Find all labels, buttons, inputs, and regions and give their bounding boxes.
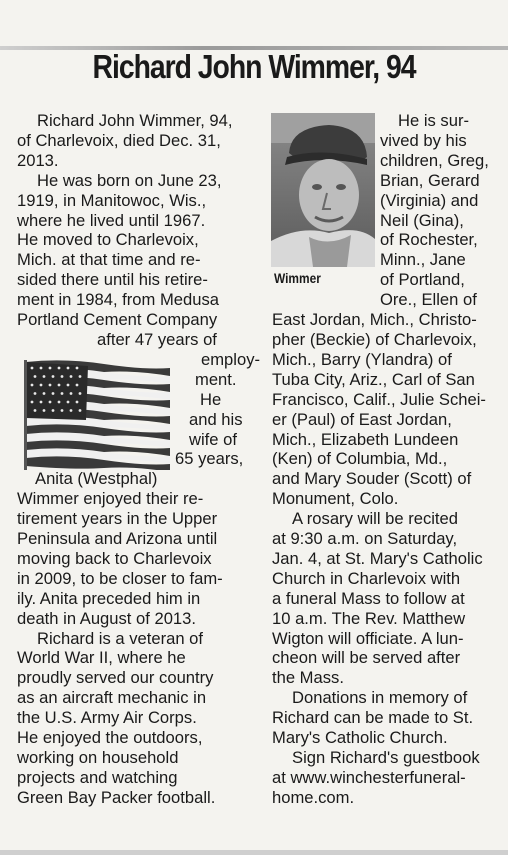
text-line: Church in Charlevoix with [272, 568, 461, 588]
text-line: Donations in memory of [292, 688, 468, 708]
text-line: Sign Richard's guestbook [292, 748, 480, 767]
text-line: ment. [195, 369, 237, 389]
text-line: Anita (Westphal) [35, 469, 158, 489]
text-line: proudly served our country [17, 668, 214, 688]
text-line: Francisco, Calif., Julie Schei- [272, 389, 486, 409]
text-line: He moved to Charlevoix, [17, 230, 199, 250]
text-line: tirement years in the Upper [17, 509, 218, 529]
text-line: 2013. [17, 150, 59, 170]
text-line: moving back to Charlevoix [17, 548, 212, 568]
text-line: He was born on June 23, [37, 170, 222, 190]
text-line: as an aircraft mechanic in [17, 688, 207, 708]
text-line: Mich., Elizabeth Lundeen [272, 429, 459, 449]
obituary-headline: Richard John Wimmer, 94 [92, 48, 416, 85]
text-line: a funeral Mass to follow at [272, 588, 465, 608]
text-line: 65 years, [175, 449, 244, 469]
bottom-rule [0, 850, 508, 855]
text-line: employ- [201, 349, 261, 369]
text-line: East Jordan, Mich., Christo- [272, 310, 477, 330]
text-line: Monument, Colo. [272, 489, 399, 509]
text-line: after 47 years of [97, 329, 217, 349]
text-line: Mich. at that time and re- [17, 250, 201, 270]
text-line: Neil (Gina), [380, 210, 464, 230]
text-line: Brian, Gerard [380, 170, 480, 190]
text-line: Mich., Barry (Ylandra) of [272, 349, 452, 369]
text-line: the U.S. Army Air Corps. [17, 708, 197, 728]
text-line: Ore., Ellen of [380, 290, 477, 310]
text-line: He is sur- [398, 111, 469, 130]
text-line: at 9:30 a.m. on Saturday, [272, 529, 458, 549]
text-line: Tuba City, Ariz., Carl of San [272, 369, 475, 389]
text-line: children, Greg, [380, 150, 489, 170]
text-line: World War II, where he [17, 648, 186, 668]
text-line: in 2009, to be closer to fam- [17, 568, 223, 588]
text-line: of Charlevoix, died Dec. 31, [17, 130, 221, 150]
text-line: Green Bay Packer football. [17, 787, 216, 807]
text-line: ment in 1984, from Medusa [17, 290, 219, 310]
text-line: ily. Anita preceded him in [17, 588, 201, 608]
text-line: Peninsula and Arizona until [17, 529, 218, 549]
text-line: wife of [189, 429, 237, 449]
text-line: Mary's Catholic Church. [272, 728, 448, 748]
text-line: 1919, in Manitowoc, Wis., [17, 190, 207, 210]
text-line: cheon will be served after [272, 648, 461, 668]
text-line: Jan. 4, at St. Mary's Catholic [272, 548, 483, 568]
text-line: (Virginia) and [380, 190, 479, 210]
portrait-photo [271, 113, 375, 267]
text-line: 10 a.m. The Rev. Matthew [272, 608, 466, 628]
text-line: vived by his [380, 130, 467, 150]
text-line: home.com. [272, 787, 355, 807]
text-line: Richard can be made to St. [272, 708, 474, 728]
text-line: projects and watching [17, 767, 178, 787]
text-line: of Portland, [380, 270, 465, 290]
text-line: Wigton will officiate. A lun- [272, 628, 464, 648]
american-flag-icon [24, 360, 174, 470]
text-line: A rosary will be recited [292, 509, 459, 529]
text-line: er (Paul) of East Jordan, [272, 409, 452, 429]
text-line: Portland Cement Company [17, 310, 218, 330]
text-line: of Rochester, [380, 230, 478, 250]
photo-caption: Wimmer [274, 270, 321, 286]
text-line: at www.winchesterfuneral- [272, 767, 466, 787]
text-line: He enjoyed the outdoors, [17, 728, 203, 748]
text-line: working on household [17, 748, 179, 767]
text-line: Richard John Wimmer, 94, [37, 111, 233, 130]
text-line: and his [189, 409, 243, 429]
text-line: the Mass. [272, 668, 344, 688]
text-line: (Ken) of Columbia, Md., [272, 449, 448, 469]
text-line: He [200, 389, 222, 409]
text-line: pher (Beckie) of Charlevoix, [272, 329, 477, 349]
text-line: Richard is a veteran of [37, 628, 204, 648]
text-line: Wimmer enjoyed their re- [17, 489, 204, 509]
text-line: Minn., Jane [380, 250, 466, 270]
text-line: death in August of 2013. [17, 608, 196, 628]
text-line: where he lived until 1967. [17, 210, 206, 230]
text-line: and Mary Souder (Scott) of [272, 469, 472, 489]
text-line: sided there until his retire- [17, 270, 208, 290]
